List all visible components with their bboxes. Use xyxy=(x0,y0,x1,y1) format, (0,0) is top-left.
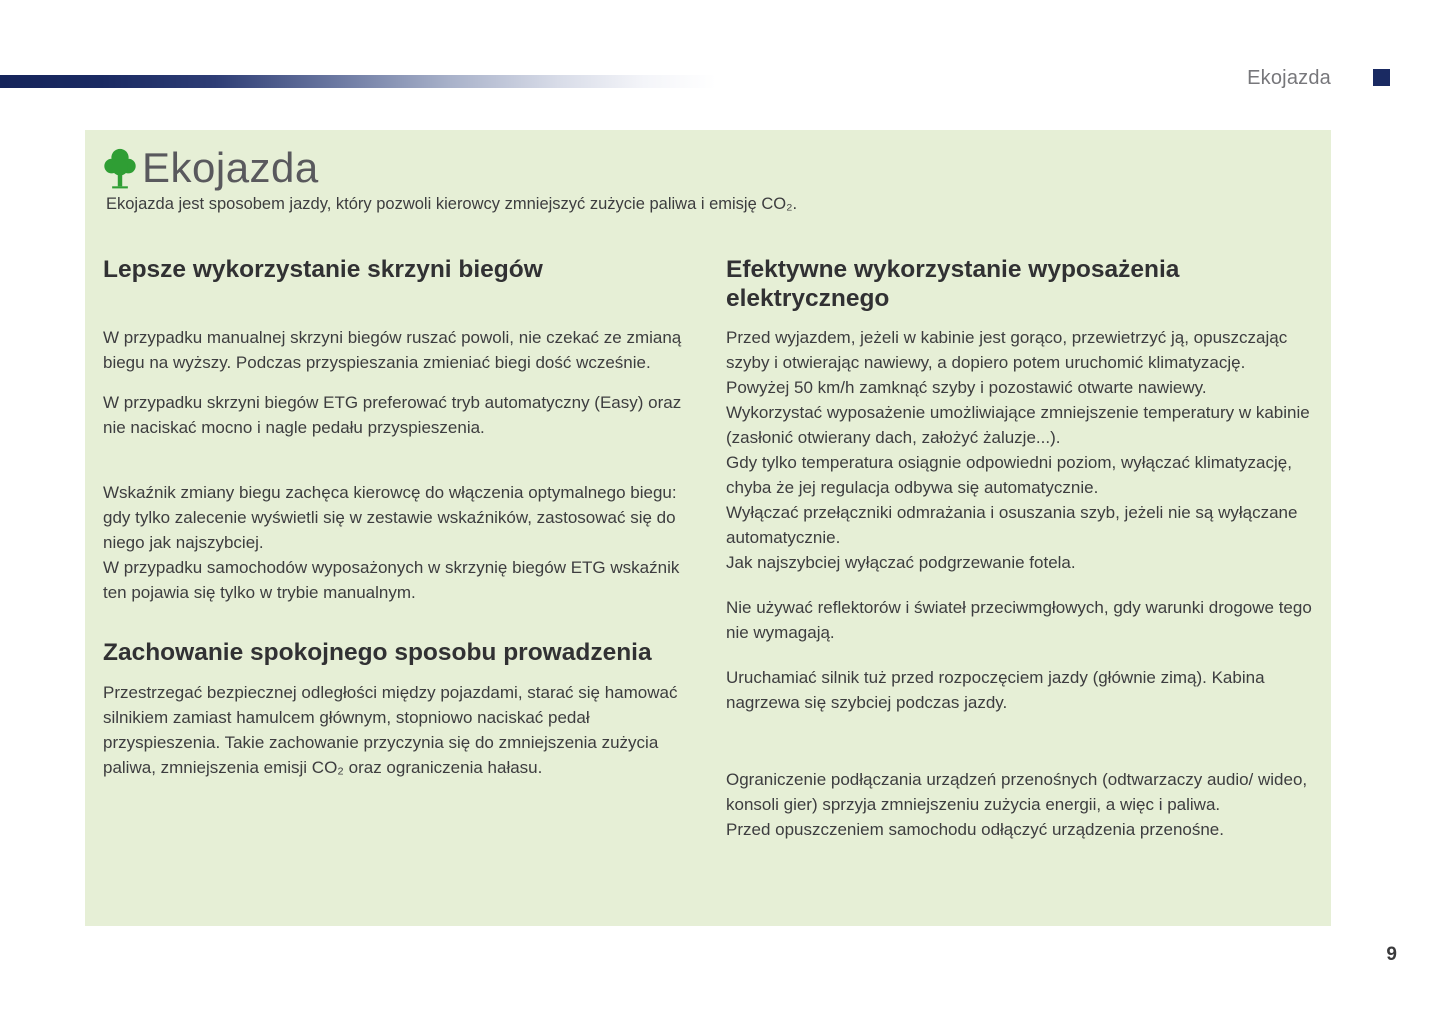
running-header-title: Ekojazda xyxy=(1247,67,1331,89)
paragraph-defrost-switches: Wyłączać przełączniki odmrażania i osuszania szyb, jeżeli nie są wyłączane automatycznie. xyxy=(725,502,1298,547)
paragraph-gearbox-manual: W przypadku manualnej skrzyni biegów ruszać powoli, nie czekać ze zmianą biegu na wyższy. Podczas przyspieszania zmieniać biegi dość wcześnie. xyxy=(103,327,682,372)
header-corner-square xyxy=(1373,69,1390,86)
content-columns xyxy=(103,256,1313,842)
paragraph-gearbox-etg: W przypadku skrzyni biegów ETG preferować tryb automatyczny (Easy) oraz nie naciskać mocno i nagle pedału przyspieszenia. xyxy=(103,392,682,437)
eco-driving-panel xyxy=(85,130,1331,926)
paragraph-portable-devices: Ograniczenie podłączania urządzeń przenośnych (odtwarzaczy audio/ wideo, konsoli gier) sprzyja zmniejszeniu zużycia energii, a więc i paliwa. xyxy=(725,769,1308,814)
page-number: 9 xyxy=(1386,944,1397,965)
paragraph-temperature-equipment: Wykorzystać wyposażenie umożliwiające zmniejszenie temperatury w kabinie (zasłonić otwierany dach, założyć żaluzje...). xyxy=(725,402,1310,447)
section-heading-calm-driving: Zachowanie spokojnego sposobu prowadzenia xyxy=(103,638,652,666)
paragraph-seat-heating: Jak najszybciej wyłączać podgrzewanie fotela. xyxy=(725,552,1076,572)
paragraph-engine-start: Uruchamiać silnik tuż przed rozpoczęciem jazdy (głównie zimą). Kabina nagrzewa się szybciej podczas jazdy. xyxy=(725,667,1265,712)
paragraph-switch-off-ac: Gdy tylko temperatura osiągnie odpowiedni poziom, wyłączać klimatyzację, chyba że jej regulacja odbywa się automatycznie. xyxy=(725,452,1292,497)
right-column xyxy=(726,256,1313,842)
section-heading-gearbox: Lepsze wykorzystanie skrzyni biegów xyxy=(103,256,543,283)
paragraph-close-windows: Powyżej 50 km/h zamknąć szyby i pozostawić otwarte nawiewy. xyxy=(725,377,1207,397)
panel-title: Ekojazda xyxy=(142,144,319,191)
section-heading-electrical: Efektywne wykorzystanie wyposażenia elektrycznego xyxy=(725,256,1180,312)
tree-icon xyxy=(103,147,137,189)
intro-text: Ekojazda jest sposobem jazdy, który pozwoli kierowcy zmniejszyć zużycie paliwa i emisję CO₂. xyxy=(106,195,798,213)
paragraph-gear-indicator: Wskaźnik zmiany biegu zachęca kierowcę do włączenia optymalnego biegu: gdy tylko zalecenie wyświetli się w zestawie wskaźników, zastosować się do niego jak najszybciej. xyxy=(103,482,677,552)
paragraph-fog-lights: Nie używać reflektorów i świateł przeciwmgłowych, gdy warunki drogowe tego nie wymagają. xyxy=(725,597,1312,642)
paragraph-gear-indicator-etg: W przypadku samochodów wyposażonych w skrzynię biegów ETG wskaźnik ten pojawia się tylko w trybie manualnym. xyxy=(103,557,680,602)
paragraph-ventilate-before: Przed wyjazdem, jeżeli w kabinie jest gorąco, przewietrzyć ją, opuszczając szyby i otwierając nawiewy, a dopiero potem uruchomić klimatyzację. xyxy=(725,327,1288,372)
paragraph-calm-driving: Przestrzegać bezpiecznej odległości między pojazdami, starać się hamować silnikiem zamiast hamulcem głównym, stopniowo naciskać pedał przyspieszenia. Takie zachowanie przyczynia się do zmniejszenia zużycia paliwa, zmniejszenia emisji CO₂ oraz ograniczenia hałasu. xyxy=(103,682,678,777)
panel-title-row xyxy=(103,144,1313,192)
paragraph-unplug-devices: Przed opuszczeniem samochodu odłączyć urządzenia przenośne. xyxy=(725,819,1224,839)
header-gradient-bar xyxy=(0,75,716,88)
left-column xyxy=(103,256,702,842)
